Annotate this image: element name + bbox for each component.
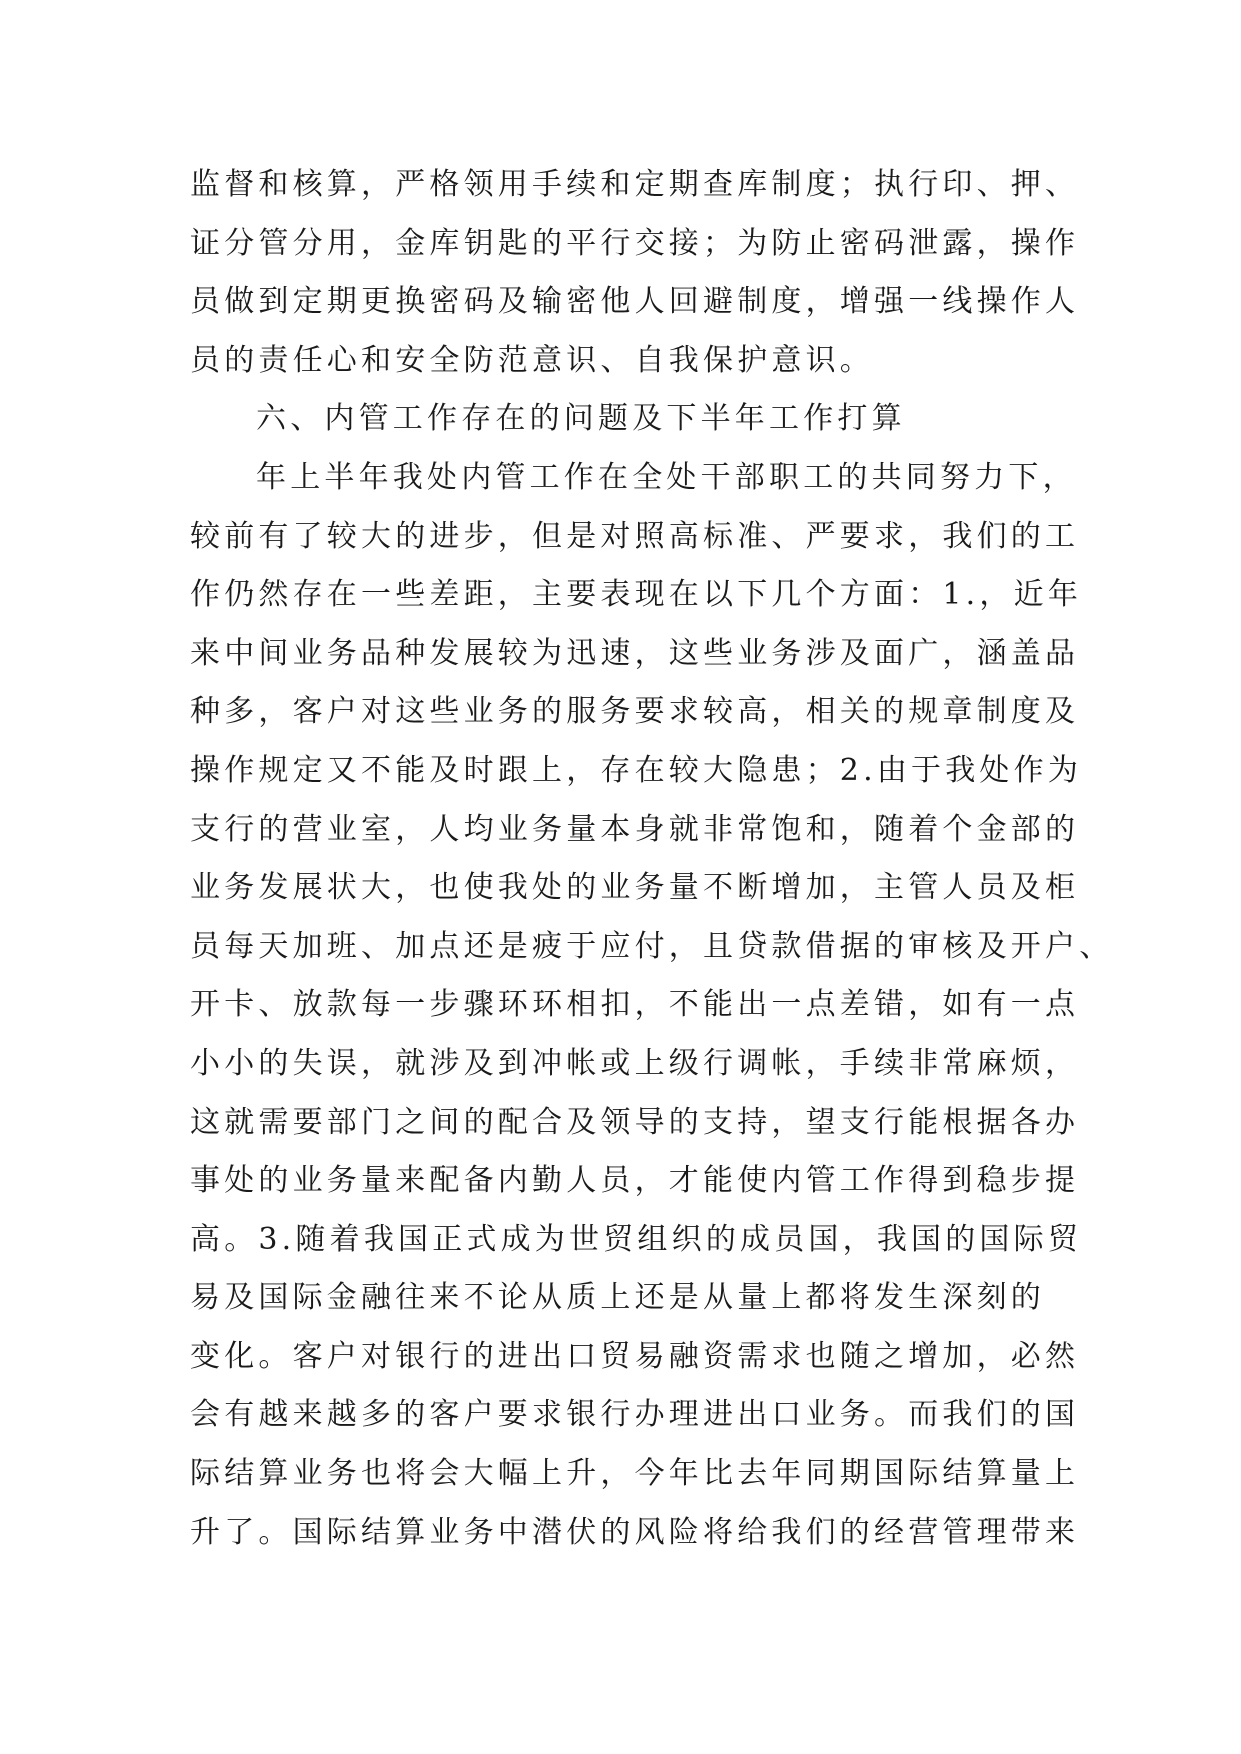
section-heading: 六、内管工作存在的问题及下半年工作打算 <box>256 401 906 437</box>
text-line: 员做到定期更换密码及输密他人回避制度，增强一线操作人 <box>190 284 1080 320</box>
text-line: 作仍然存在一些差距，主要表现在以下几个方面：1.，近年 <box>190 577 1083 613</box>
text-line: 来中间业务品种发展较为迅速，这些业务涉及面广，涵盖品 <box>190 635 1080 671</box>
text-line: 高。3.随着我国正式成为世贸组织的成员国，我国的国际贸 <box>190 1221 1083 1257</box>
text-line: 种多，客户对这些业务的服务要求较高，相关的规章制度及 <box>190 694 1080 730</box>
text-line: 监督和核算，严格领用手续和定期查库制度；执行印、押、 <box>190 167 1080 202</box>
body-text <box>190 156 1114 1562</box>
paragraph-first-line: 年上半年我处内管工作在全处干部职工的共同努力下， <box>256 459 1077 495</box>
text-line: 变化。客户对银行的进出口贸易融资需求也随之增加，必然 <box>190 1338 1080 1374</box>
text-line: 较前有了较大的进步，但是对照高标准、严要求，我们的工 <box>190 518 1080 554</box>
text-line: 易及国际金融往来不论从质上还是从量上都将发生深刻的 <box>190 1280 1045 1316</box>
text-line: 事处的业务量来配备内勤人员，才能使内管工作得到稳步提 <box>190 1163 1080 1199</box>
text-line: 开卡、放款每一步骤环环相扣，不能出一点差错，如有一点 <box>190 987 1080 1023</box>
text-line: 操作规定又不能及时跟上，存在较大隐患；2.由于我处作为 <box>190 752 1083 788</box>
text-line: 支行的营业室，人均业务量本身就非常饱和，随着个金部的 <box>190 811 1080 847</box>
text-line: 际结算业务也将会大幅上升，今年比去年同期国际结算量上 <box>190 1456 1080 1492</box>
text-line: 小小的失误，就涉及到冲帐或上级行调帐，手续非常麻烦， <box>190 1045 1080 1081</box>
text-line: 升了。国际结算业务中潜伏的风险将给我们的经营管理带来 <box>190 1514 1080 1550</box>
text-line: 这就需要部门之间的配合及领导的支持，望支行能根据各办 <box>190 1104 1080 1140</box>
text-line: 会有越来越多的客户要求银行办理进出口业务。而我们的国 <box>190 1397 1080 1433</box>
text-line: 员每天加班、加点还是疲于应付，且贷款借据的审核及开户、 <box>190 928 1114 964</box>
text-line: 业务发展状大，也使我处的业务量不断增加，主管人员及柜 <box>190 870 1080 906</box>
text-line: 证分管分用，金库钥匙的平行交接；为防止密码泄露，操作 <box>190 225 1080 261</box>
text-line: 员的责任心和安全防范意识、自我保护意识。 <box>190 342 874 378</box>
